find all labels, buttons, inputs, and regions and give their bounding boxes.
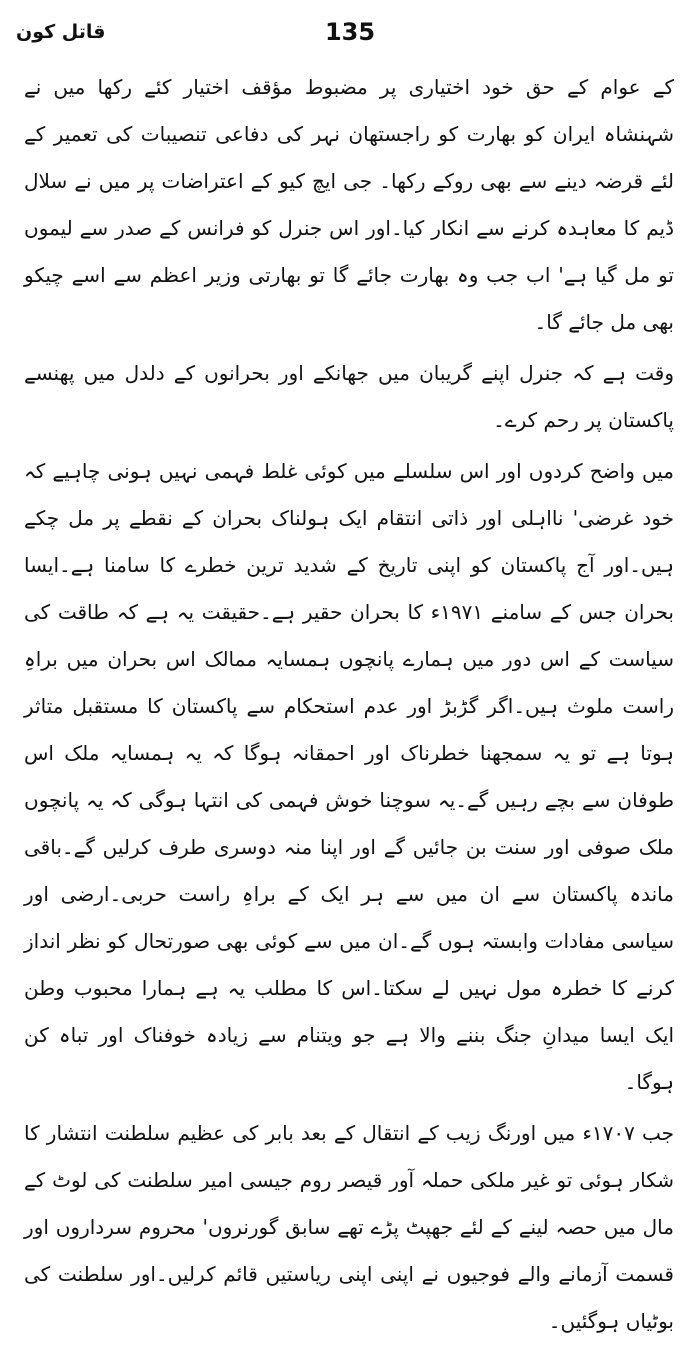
paragraph-2: وقت ہے کہ جنرل اپنے گریبان میں جھانکے اور بحرانوں کے دلدل میں پھنسے پاکستان پر رحم کرے۔ [24, 361, 674, 432]
body-text [24, 64, 674, 1345]
page-number: 135 [324, 18, 376, 46]
running-title: قاتل کون [16, 21, 106, 43]
page-header [0, 14, 700, 54]
paragraph-1: کے عوام کے حق خود اختیاری پر مضبوط مؤقف اختیار کئے رکھا میں نے شہنشاہ ایران کو بھارت کو راجستھان نہر کی دفاعی تنصیبات کی تعمیر کے لئے قرضہ دینے سے بھی روکے رکھا۔ جی ایچ کیو کے اعتراضات پر میں نے سلال ڈیم کا معاہدہ کرنے سے انکار کیا۔اور اس جنرل کو فرانس کے صدر سے لیموں تو مل گیا ہے' اب جب وہ بھارت جائے گا تو بھارتی وزیر اعظم سے اسے چیکو بھی مل جائے گا۔ [24, 75, 674, 334]
paragraph-3: میں واضح کردوں اور اس سلسلے میں کوئی غلط فہمی نہیں ہونی چاہیے کہ خود غرضی' نااہلی اور ذاتی انتقام ایک ہولناک بحران کے نقطے پر مل چکے ہیں۔اور آج پاکستان کو اپنی تاریخ کے شدید ترین خطرے کا سامنا ہے۔ایسا بحران جس کے سامنے ۱۹۷۱ء کا بحران حقیر ہے۔حقیقت یہ ہے کہ طاقت کی سیاست کے اس دور میں ہمارے پانچوں ہمسایہ ممالک اس بحران میں براہِ راست ملوث ہیں۔اگر گڑبڑ اور عدم استحکام سے پاکستان کا مستقبل متاثر ہوتا ہے تو یہ سمجھنا خطرناک اور احمقانہ ہوگا کہ یہ ہمسایہ ملک اس طوفان سے بچے رہیں گے۔یہ سوچنا خوش فہمی کی انتہا ہوگی کہ یہ پانچوں ملک صوفی اور سنت بن جائیں گے اور اپنا منہ دوسری طرف کرلیں گے۔باقی ماندہ پاکستان سے ان میں سے ہر ایک کے براہِ راست حربی۔ارضی اور سیاسی مفادات وابستہ ہوں گے۔ان میں سے کوئی بھی صورتحال کو نظر انداز کرنے کا خطرہ مول نہیں لے سکتا۔اس کا مطلب یہ ہے ہمارا محبوب وطن ایک ایسا میدانِ جنگ بننے والا ہے جو ویتنام سے زیادہ خوفناک اور تباہ کن ہوگا۔ [24, 459, 675, 1094]
paragraph-4: جب ۱۷۰۷ء میں اورنگ زیب کے انتقال کے بعد بابر کی عظیم سلطنت انتشار کا شکار ہوئی تو غیر ملکی حملہ آور قیصر روم جیسی امیر سلطنت کی لوٹ کے مال میں حصہ لینے کے لئے جھپٹ پڑے تھے سابق گورنروں' محروم سرداروں اور قسمت آزمانے والے فوجیوں نے اپنی اپنی ریاستیں قائم کرلیں۔اور سلطنت کی بوٹیاں ہوگئیں۔ [24, 1121, 674, 1333]
